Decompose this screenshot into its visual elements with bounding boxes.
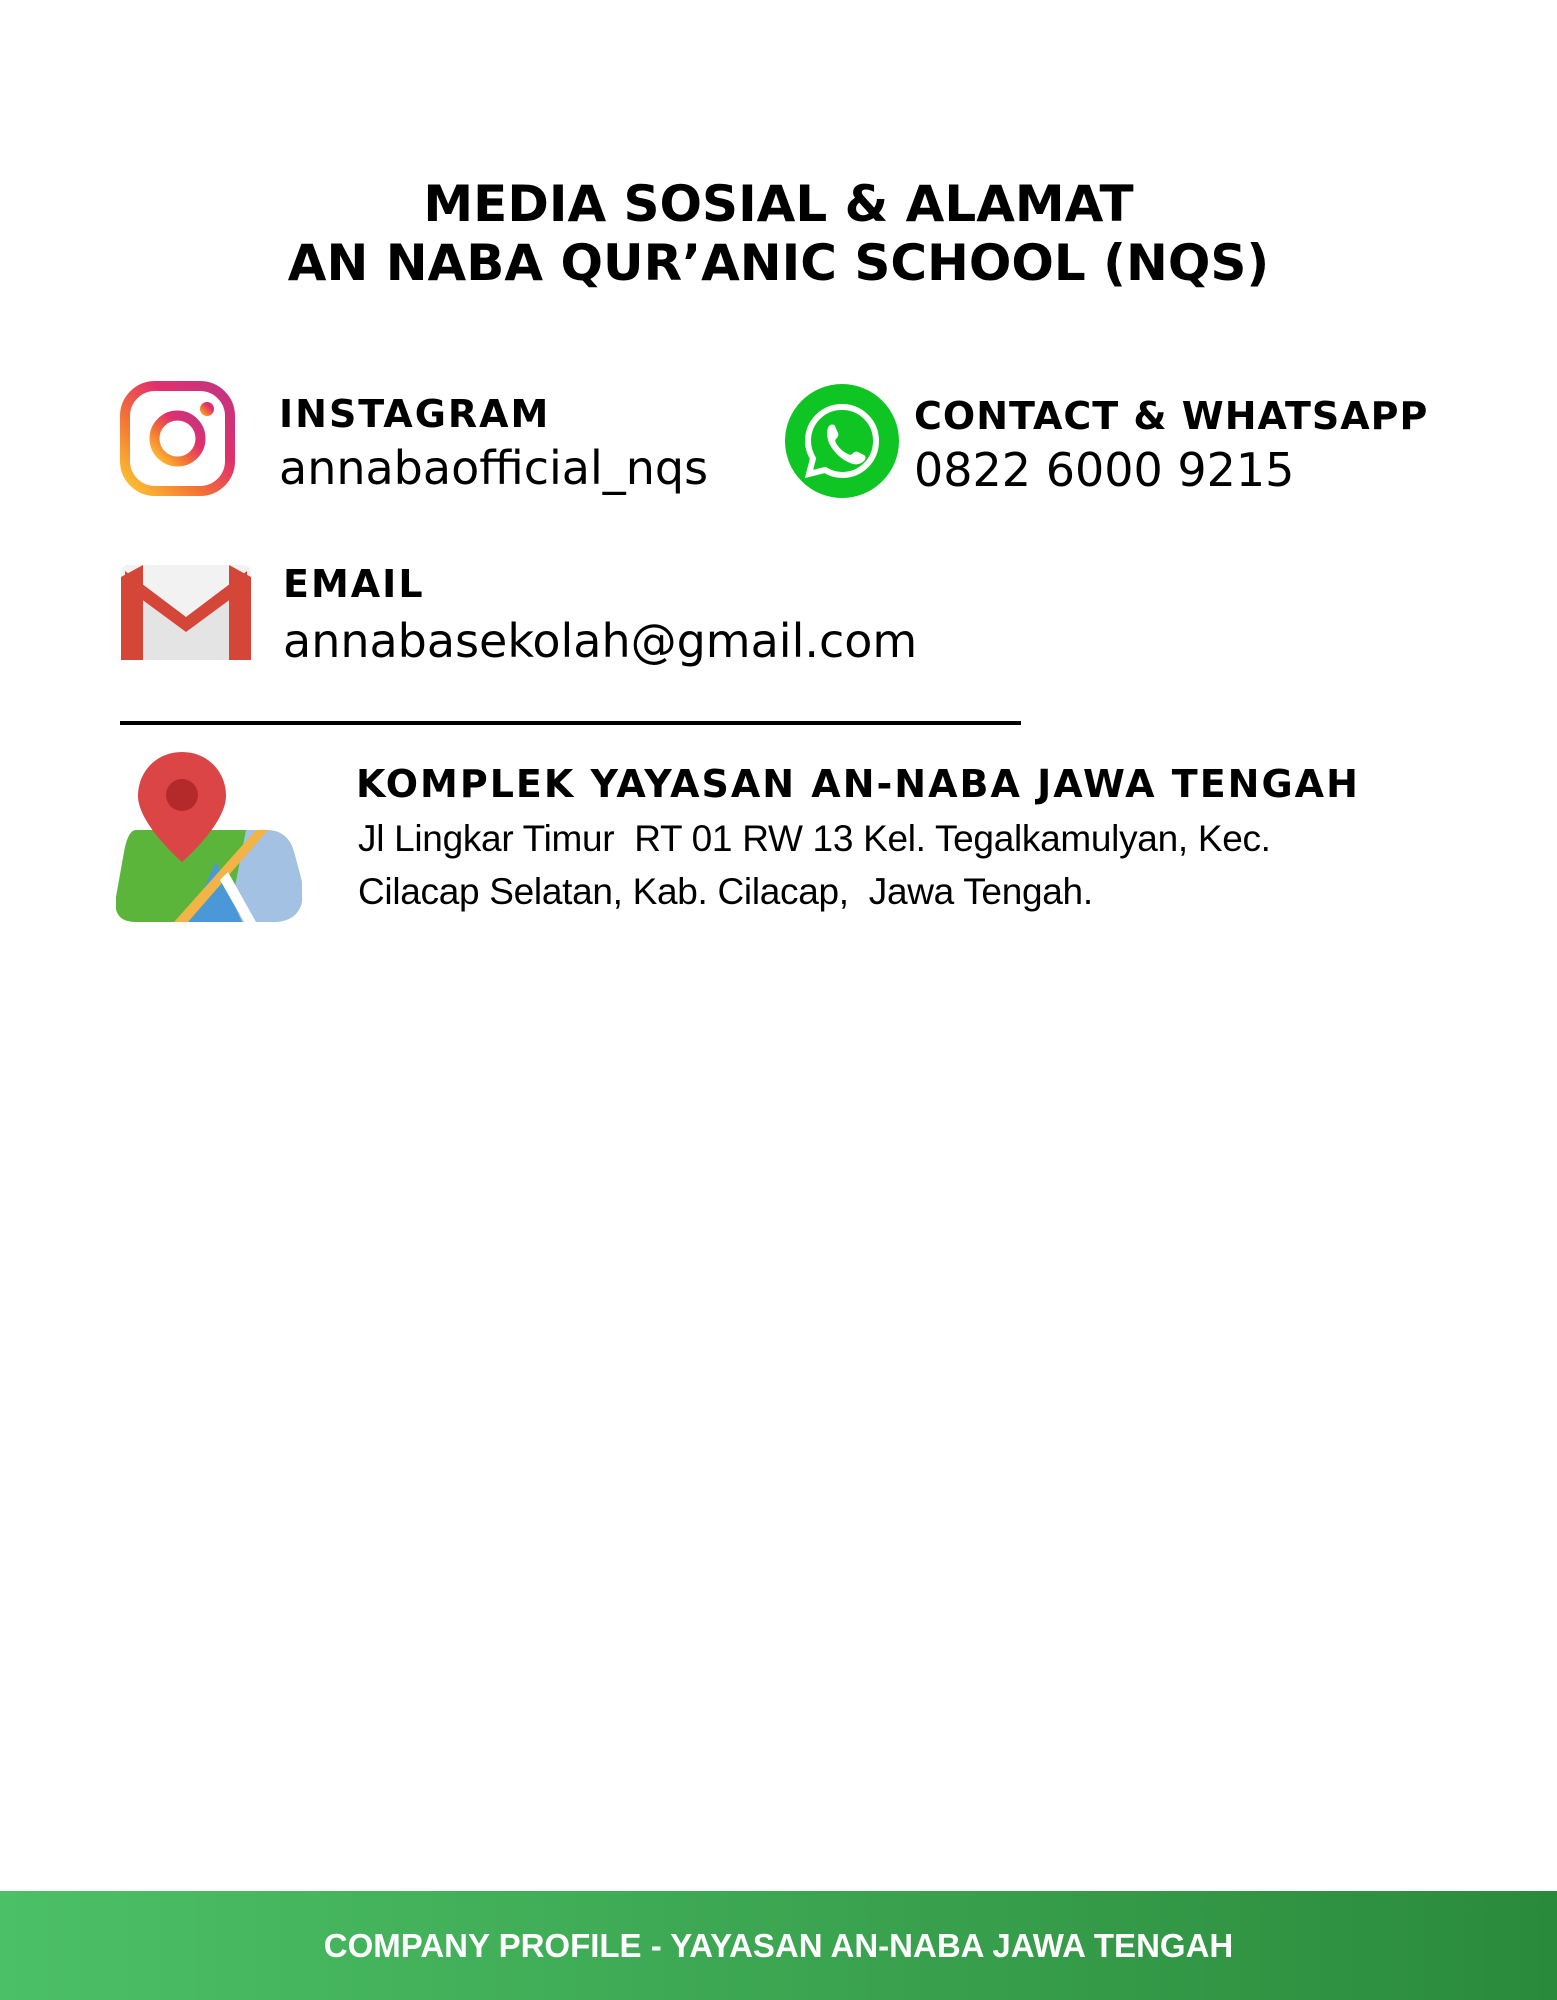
instagram-icon [120,381,235,496]
address-line-2: Cilacap Selatan, Kab. Cilacap, Jawa Tengah. [358,871,1093,912]
footer-text: COMPANY PROFILE - YAYASAN AN-NABA JAWA TENGAH [323,1927,1234,1964]
section-divider [120,721,1021,725]
map-pin-icon [116,752,302,922]
gmail-icon [121,565,251,660]
whatsapp-icon [784,383,900,499]
instagram-handle[interactable]: annabaofficial_nqs [279,441,709,495]
footer-bar [0,1891,1557,2000]
page-title-line-2: AN NABA QUR’ANIC SCHOOL (NQS) [287,234,1270,292]
address-line-1: Jl Lingkar Timur RT 01 RW 13 Kel. Tegalkamulyan, Kec. [358,818,1271,859]
email-label: EMAIL [283,562,425,606]
instagram-label: INSTAGRAM [279,392,551,436]
address-label: KOMPLEK YAYASAN AN-NABA JAWA TENGAH [356,762,1360,806]
whatsapp-number[interactable]: 0822 6000 9215 [914,443,1295,497]
email-address[interactable]: annabasekolah@gmail.com [283,614,918,668]
page-title-line-1: MEDIA SOSIAL & ALAMAT [423,175,1134,233]
whatsapp-label: CONTACT & WHATSAPP [914,394,1429,438]
